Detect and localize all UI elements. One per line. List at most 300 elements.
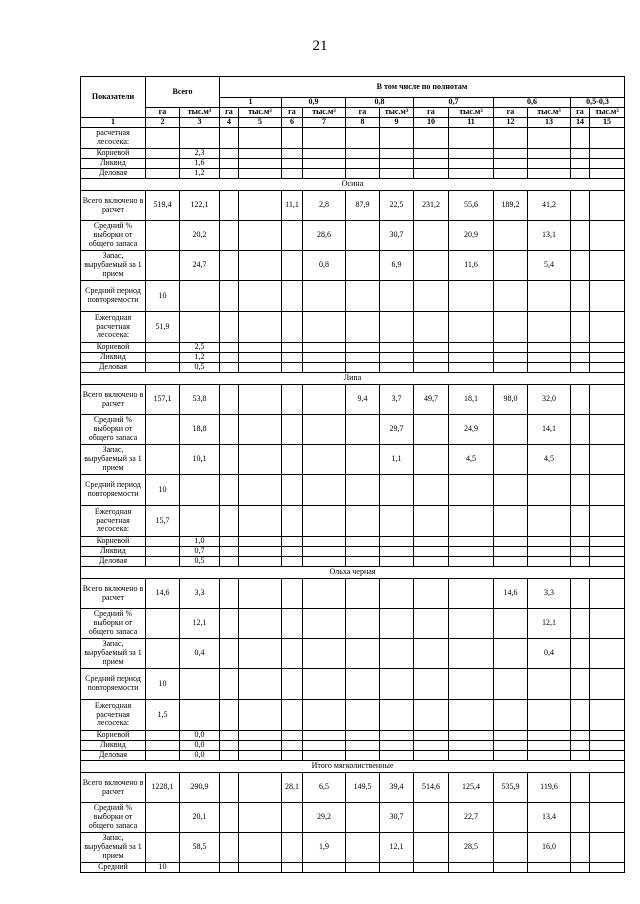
table-cell [239, 547, 282, 557]
table-cell [380, 863, 414, 873]
row-label: Ликвид [81, 741, 146, 751]
table-cell [146, 445, 180, 475]
table-cell [449, 669, 494, 700]
table-cell [346, 669, 380, 700]
table-cell [146, 609, 180, 639]
table-row [81, 363, 625, 373]
table-cell [180, 475, 220, 506]
table-cell [346, 506, 380, 537]
table-cell [494, 475, 528, 506]
table-cell [282, 506, 303, 537]
table-row [81, 833, 625, 863]
table-cell [494, 741, 528, 751]
unit-header: тыс.м³ [449, 108, 494, 118]
table-cell [380, 557, 414, 567]
table-cell [220, 312, 239, 343]
table-cell [282, 609, 303, 639]
table-cell [220, 169, 239, 179]
table-cell [239, 639, 282, 669]
table-cell [282, 669, 303, 700]
table-cell [346, 741, 380, 751]
table-cell [571, 475, 590, 506]
page-number: 21 [312, 38, 328, 54]
table-cell [494, 221, 528, 251]
table-cell [346, 353, 380, 363]
table-cell: 13,4 [528, 803, 571, 833]
table-cell [494, 312, 528, 343]
column-number: 1 [81, 118, 146, 128]
table-cell [146, 557, 180, 567]
column-number: 7 [303, 118, 346, 128]
table-cell [414, 149, 449, 159]
table-cell: 157,1 [146, 385, 180, 415]
table-row [81, 863, 625, 873]
row-label: Всего включено в расчет [81, 579, 146, 609]
table-cell [449, 149, 494, 159]
table-cell [346, 537, 380, 547]
table-cell [494, 751, 528, 761]
section-row [81, 373, 625, 385]
table-cell: 1,6 [180, 159, 220, 169]
table-cell [414, 251, 449, 281]
table-cell [346, 475, 380, 506]
table-cell [414, 353, 449, 363]
table-cell: 12,1 [180, 609, 220, 639]
table-cell [414, 741, 449, 751]
unit-header: га [346, 108, 380, 118]
table-cell [528, 741, 571, 751]
table-cell [571, 741, 590, 751]
unit-header: тыс.м³ [303, 108, 346, 118]
table-cell [449, 609, 494, 639]
table-cell [380, 731, 414, 741]
table-cell [590, 475, 625, 506]
density-header: 0,6 [494, 98, 571, 108]
table-cell: 87,9 [346, 191, 380, 221]
table-cell [346, 128, 380, 149]
table-cell [239, 506, 282, 537]
table-cell [414, 128, 449, 149]
table-cell [282, 833, 303, 863]
table-cell [303, 579, 346, 609]
table-cell [528, 669, 571, 700]
table-cell [571, 579, 590, 609]
table-cell [449, 639, 494, 669]
row-label: Корневой [81, 537, 146, 547]
unit-header: тыс.м³ [239, 108, 282, 118]
table-cell [571, 537, 590, 547]
table-cell [346, 751, 380, 761]
table-cell [239, 833, 282, 863]
table-row [81, 149, 625, 159]
row-label: Средний [81, 863, 146, 873]
table-cell [414, 537, 449, 547]
table-cell [528, 537, 571, 547]
table-cell [590, 128, 625, 149]
table-cell [282, 537, 303, 547]
table-cell: 41,2 [528, 191, 571, 221]
row-label: Деловая [81, 363, 146, 373]
table-cell [414, 700, 449, 731]
table-cell [303, 506, 346, 537]
table-cell [528, 751, 571, 761]
table-cell [528, 506, 571, 537]
table-cell [528, 363, 571, 373]
table-cell [528, 731, 571, 741]
unit-header: га [571, 108, 590, 118]
table-cell [571, 415, 590, 445]
table-cell [414, 803, 449, 833]
table-cell: 10 [146, 475, 180, 506]
row-label: Средний % выборки от общего запаса [81, 609, 146, 639]
table-header [81, 77, 625, 128]
table-row [81, 385, 625, 415]
table-row [81, 128, 625, 149]
table-cell [571, 863, 590, 873]
table-cell [346, 803, 380, 833]
table-cell [346, 579, 380, 609]
table-row [81, 579, 625, 609]
table-cell [282, 385, 303, 415]
row-label: Всего включено в расчет [81, 773, 146, 803]
table-cell [494, 537, 528, 547]
table-cell [346, 609, 380, 639]
table-cell: 9,4 [346, 385, 380, 415]
table-cell [239, 445, 282, 475]
table-cell [239, 700, 282, 731]
table-cell: 1228,1 [146, 773, 180, 803]
table-cell [220, 669, 239, 700]
row-label: Ликвид [81, 159, 146, 169]
table-cell [239, 475, 282, 506]
table-cell: 28,5 [449, 833, 494, 863]
table-cell [571, 221, 590, 251]
table-cell [590, 741, 625, 751]
table-cell [346, 700, 380, 731]
table-cell [414, 639, 449, 669]
table-row [81, 669, 625, 700]
table-cell [346, 159, 380, 169]
row-label: Средний % выборки от общего запаса [81, 221, 146, 251]
table-cell [239, 312, 282, 343]
table-cell [449, 700, 494, 731]
row-label: Запас, вырубаемый за 1 прием [81, 639, 146, 669]
table-cell [528, 128, 571, 149]
table-cell: 290,9 [180, 773, 220, 803]
row-label: Корневой [81, 731, 146, 741]
row-label: Средний период повторяемости [81, 281, 146, 312]
table-cell [414, 863, 449, 873]
density-header: 1 [220, 98, 282, 108]
table-cell: 4,5 [528, 445, 571, 475]
table-cell [146, 639, 180, 669]
table-cell [571, 128, 590, 149]
table-cell: 2,8 [303, 191, 346, 221]
table-cell: 3,3 [528, 579, 571, 609]
table-cell [239, 579, 282, 609]
section-title: Итого мягколиственные [81, 761, 625, 773]
column-number: 15 [590, 118, 625, 128]
table-cell [494, 803, 528, 833]
table-row [81, 343, 625, 353]
table-cell [571, 445, 590, 475]
table-cell [494, 128, 528, 149]
table-cell [380, 579, 414, 609]
table-cell: 53,8 [180, 385, 220, 415]
table-row [81, 751, 625, 761]
row-label: Деловая [81, 169, 146, 179]
column-number: 6 [282, 118, 303, 128]
table-cell: 0,0 [180, 751, 220, 761]
table-cell [220, 353, 239, 363]
table-row [81, 221, 625, 251]
table-cell: 2,3 [180, 149, 220, 159]
table-row [81, 731, 625, 741]
table-cell [346, 863, 380, 873]
density-header: 0,5-0,3 [571, 98, 625, 108]
table-cell [220, 700, 239, 731]
table-cell: 11,1 [282, 191, 303, 221]
table-cell [146, 128, 180, 149]
table-cell [282, 128, 303, 149]
table-cell [282, 741, 303, 751]
table-cell [449, 537, 494, 547]
table-cell [220, 773, 239, 803]
table-cell [282, 475, 303, 506]
table-cell [571, 751, 590, 761]
table-cell [239, 731, 282, 741]
row-label: Средний % выборки от общего запаса [81, 803, 146, 833]
table-cell [571, 669, 590, 700]
table-row [81, 557, 625, 567]
unit-header: тыс.м³ [528, 108, 571, 118]
table-cell [528, 353, 571, 363]
table-cell [303, 363, 346, 373]
column-number: 10 [414, 118, 449, 128]
table-cell: 22,7 [449, 803, 494, 833]
table-cell: 14,6 [494, 579, 528, 609]
table-row [81, 741, 625, 751]
table-cell [571, 639, 590, 669]
column-number: 8 [346, 118, 380, 128]
table-cell [303, 669, 346, 700]
table-cell [239, 169, 282, 179]
header-by-density: В том числе по полнотам [220, 77, 625, 98]
table-cell [414, 445, 449, 475]
table-cell [146, 741, 180, 751]
table-cell [571, 169, 590, 179]
column-number-row [81, 118, 625, 128]
row-label: Ликвид [81, 547, 146, 557]
table-cell [571, 803, 590, 833]
table-cell [303, 128, 346, 149]
table-cell [282, 557, 303, 567]
table-cell [303, 547, 346, 557]
table-cell [220, 537, 239, 547]
table-cell: 10 [146, 281, 180, 312]
table-cell: 10,1 [180, 445, 220, 475]
unit-header: га [146, 108, 180, 118]
table-cell [571, 353, 590, 363]
unit-header: га [220, 108, 239, 118]
table-cell [346, 149, 380, 159]
table-cell [146, 415, 180, 445]
table-cell: 1,5 [146, 700, 180, 731]
table-cell: 0,5 [180, 363, 220, 373]
table-cell [220, 547, 239, 557]
table-cell [303, 445, 346, 475]
table-cell [571, 833, 590, 863]
row-label: Всего включено в расчет [81, 191, 146, 221]
table-cell [414, 159, 449, 169]
table-cell: 0,4 [528, 639, 571, 669]
table-cell [303, 385, 346, 415]
row-label: Корневой [81, 343, 146, 353]
table-cell: 4,5 [449, 445, 494, 475]
table-cell: 16,0 [528, 833, 571, 863]
table-cell [220, 128, 239, 149]
column-number: 9 [380, 118, 414, 128]
table-cell: 14,1 [528, 415, 571, 445]
column-number: 14 [571, 118, 590, 128]
section-row [81, 761, 625, 773]
unit-header: тыс.м³ [590, 108, 625, 118]
table-cell: 0,4 [180, 639, 220, 669]
table-body [81, 128, 625, 873]
density-header: 0,9 [282, 98, 346, 108]
table-cell [282, 363, 303, 373]
table-cell: 12,1 [380, 833, 414, 863]
row-label: Всего включено в расчет [81, 385, 146, 415]
table-cell [449, 579, 494, 609]
table-cell [590, 159, 625, 169]
table-cell: 519,4 [146, 191, 180, 221]
table-cell [414, 579, 449, 609]
table-cell [590, 700, 625, 731]
unit-header: га [282, 108, 303, 118]
table-cell [380, 547, 414, 557]
table-cell [414, 833, 449, 863]
table-cell: 149,5 [346, 773, 380, 803]
table-cell [590, 803, 625, 833]
table-cell [239, 537, 282, 547]
table-cell [494, 251, 528, 281]
table-cell [590, 639, 625, 669]
table-cell [494, 415, 528, 445]
table-cell [303, 353, 346, 363]
table-cell [494, 833, 528, 863]
table-cell [146, 833, 180, 863]
table-row [81, 547, 625, 557]
table-row [81, 169, 625, 179]
table-cell [239, 281, 282, 312]
table-cell [282, 221, 303, 251]
table-cell: 2,5 [180, 343, 220, 353]
table-cell [303, 863, 346, 873]
table-cell [528, 169, 571, 179]
table-cell: 29,2 [303, 803, 346, 833]
table-cell [346, 639, 380, 669]
table-cell [346, 363, 380, 373]
table-cell [282, 547, 303, 557]
table-cell [528, 159, 571, 169]
table-cell [380, 149, 414, 159]
table-cell [282, 149, 303, 159]
table-cell: 30,7 [380, 803, 414, 833]
table-cell [494, 639, 528, 669]
table-cell [571, 149, 590, 159]
table-cell [380, 353, 414, 363]
table-cell [146, 169, 180, 179]
table-cell [239, 149, 282, 159]
table-cell [180, 669, 220, 700]
table-cell: 3,7 [380, 385, 414, 415]
table-cell: 11,6 [449, 251, 494, 281]
table-cell [590, 415, 625, 445]
table-cell [239, 221, 282, 251]
table-cell [380, 363, 414, 373]
table-row [81, 191, 625, 221]
table-cell [449, 128, 494, 149]
table-cell [303, 169, 346, 179]
table-cell [180, 312, 220, 343]
table-cell: 18,1 [449, 385, 494, 415]
table-cell [380, 537, 414, 547]
table-cell [494, 159, 528, 169]
table-cell: 24,9 [449, 415, 494, 445]
table-cell [414, 281, 449, 312]
column-number: 5 [239, 118, 282, 128]
table-cell [220, 833, 239, 863]
table-cell [282, 731, 303, 741]
table-cell [414, 169, 449, 179]
table-cell [414, 312, 449, 343]
table-cell [590, 557, 625, 567]
table-cell [494, 445, 528, 475]
table-cell [220, 579, 239, 609]
section-title: Липа [81, 373, 625, 385]
row-label: Запас, вырубаемый за 1 прием [81, 833, 146, 863]
table-cell [220, 385, 239, 415]
table-cell [220, 609, 239, 639]
row-label: Средний период повторяемости [81, 669, 146, 700]
table-cell [571, 609, 590, 639]
row-label: Ежегодная расчетная лесосека: [81, 506, 146, 537]
row-label: Деловая [81, 751, 146, 761]
table-cell [449, 731, 494, 741]
table-cell [590, 363, 625, 373]
table-cell: 18,8 [180, 415, 220, 445]
table-cell [528, 557, 571, 567]
table-cell [220, 639, 239, 669]
table-cell [414, 731, 449, 741]
table-cell [220, 506, 239, 537]
table-cell [590, 751, 625, 761]
table-cell [180, 281, 220, 312]
column-number: 11 [449, 118, 494, 128]
table-cell [380, 281, 414, 312]
table-cell: 24,7 [180, 251, 220, 281]
table-cell: 20,9 [449, 221, 494, 251]
row-label: Ежегодная расчетная лесосека: [81, 700, 146, 731]
table-cell [571, 281, 590, 312]
table-cell [590, 281, 625, 312]
table-cell: 30,7 [380, 221, 414, 251]
unit-header: тыс.м³ [380, 108, 414, 118]
table-cell [528, 475, 571, 506]
table-cell: 28,6 [303, 221, 346, 251]
table-cell [590, 353, 625, 363]
